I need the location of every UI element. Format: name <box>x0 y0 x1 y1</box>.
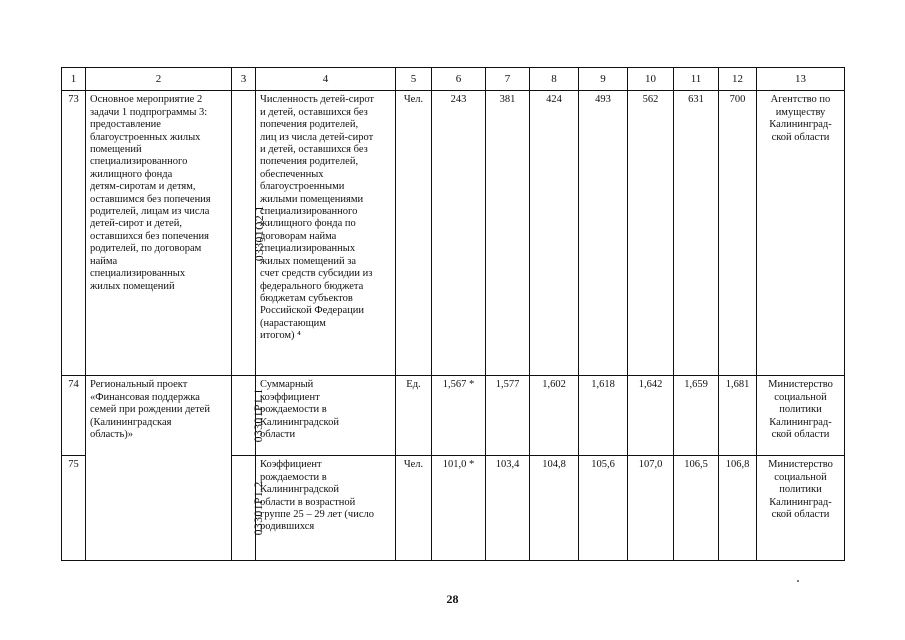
value-cell: 1,618 <box>579 376 628 456</box>
value-cell: 631 <box>674 91 719 376</box>
code-text: 03301О2.1 <box>253 204 266 261</box>
value-cell: 1,659 <box>674 376 719 456</box>
speck-mark <box>797 580 799 582</box>
header-cell: 8 <box>530 68 579 91</box>
header-cell: 2 <box>86 68 232 91</box>
code-cell <box>232 376 265 456</box>
data-table <box>61 67 845 561</box>
table-row <box>62 91 845 376</box>
header-cell: 7 <box>486 68 530 91</box>
code-cell <box>232 91 266 376</box>
header-cell: 5 <box>396 68 432 91</box>
value-cell: 243 <box>432 91 486 376</box>
header-cell: 6 <box>432 68 486 91</box>
value-cell: 1,642 <box>628 376 674 456</box>
unit-cell: Ед. <box>396 376 432 456</box>
value-cell: 104,8 <box>530 456 579 561</box>
value-cell: 105,6 <box>579 456 628 561</box>
value-cell: 103,4 <box>486 456 530 561</box>
header-cell: 12 <box>719 68 757 91</box>
row-number: 75 <box>62 456 86 561</box>
table-row <box>62 376 845 456</box>
value-cell: 1,567 * <box>432 376 486 456</box>
code-text: 03301Р1.2 <box>252 480 265 535</box>
header-cell: 9 <box>579 68 628 91</box>
value-cell: 1,602 <box>530 376 579 456</box>
value-cell: 106,5 <box>674 456 719 561</box>
unit-cell: Чел. <box>396 456 432 561</box>
row-number: 73 <box>62 91 86 376</box>
value-cell: 107,0 <box>628 456 674 561</box>
value-cell: 493 <box>579 91 628 376</box>
value-cell: 1,577 <box>486 376 530 456</box>
measure-cell: Основное мероприятие 2 задачи 1 подпрограммы 3: предоставление благоустроенных жилых помещений специализированного жилищного фонда детям-сиротам и детям, оставшимся без попечения родителей, лицам из числа детей-сирот и детей, оставшихся без попечения родителей, по договорам найма специализированных жилых помещений <box>86 91 232 376</box>
header-cell: 13 <box>757 68 845 91</box>
header-row <box>62 68 845 91</box>
indicator-cell: Численность детей-сирот и детей, оставшихся без попечения родителей, лиц из числа детей-сирот и детей, оставшихся без попечения родителей, обеспеченных благоустроенными жилыми помещениями специализированного жилищного фонда по договорам найма специализированных жилых помещений за счет средств субсидии из федерального бюджета бюджетам субъектов Российской Федерации (нарастающим итогом) ⁴ <box>256 91 396 376</box>
value-cell: 1,681 <box>719 376 757 456</box>
header-cell: 11 <box>674 68 719 91</box>
value-cell: 381 <box>486 91 530 376</box>
header-cell: 1 <box>62 68 86 91</box>
header-cell: 4 <box>256 68 396 91</box>
code-text: 03301Р1.1 <box>252 388 265 443</box>
indicator-cell: Коэффициент рождаемости в Калининградской области в возрастной группе 25 – 29 лет (число родившихся <box>256 456 396 561</box>
header-cell: 3 <box>232 68 256 91</box>
indicator-cell: Суммарный коэффициент рождаемости в Калининградской области <box>256 376 396 456</box>
responsible-cell: Агентство по имуществу Калининград- ской области <box>757 91 845 376</box>
value-cell: 424 <box>530 91 579 376</box>
value-cell: 562 <box>628 91 674 376</box>
code-cell <box>232 456 265 561</box>
value-cell: 101,0 * <box>432 456 486 561</box>
measure-cell: Региональный проект «Финансовая поддержка семей при рождении детей (Калининградская область)» <box>86 376 232 561</box>
value-cell: 106,8 <box>719 456 757 561</box>
responsible-cell: Министерство социальной политики Калининград- ской области <box>757 456 845 561</box>
responsible-cell: Министерство социальной политики Калининград- ской области <box>757 376 845 456</box>
unit-cell: Чел. <box>396 91 432 376</box>
row-number: 74 <box>62 376 86 456</box>
header-cell: 10 <box>628 68 674 91</box>
value-cell: 700 <box>719 91 757 376</box>
page-number: 28 <box>446 592 459 606</box>
